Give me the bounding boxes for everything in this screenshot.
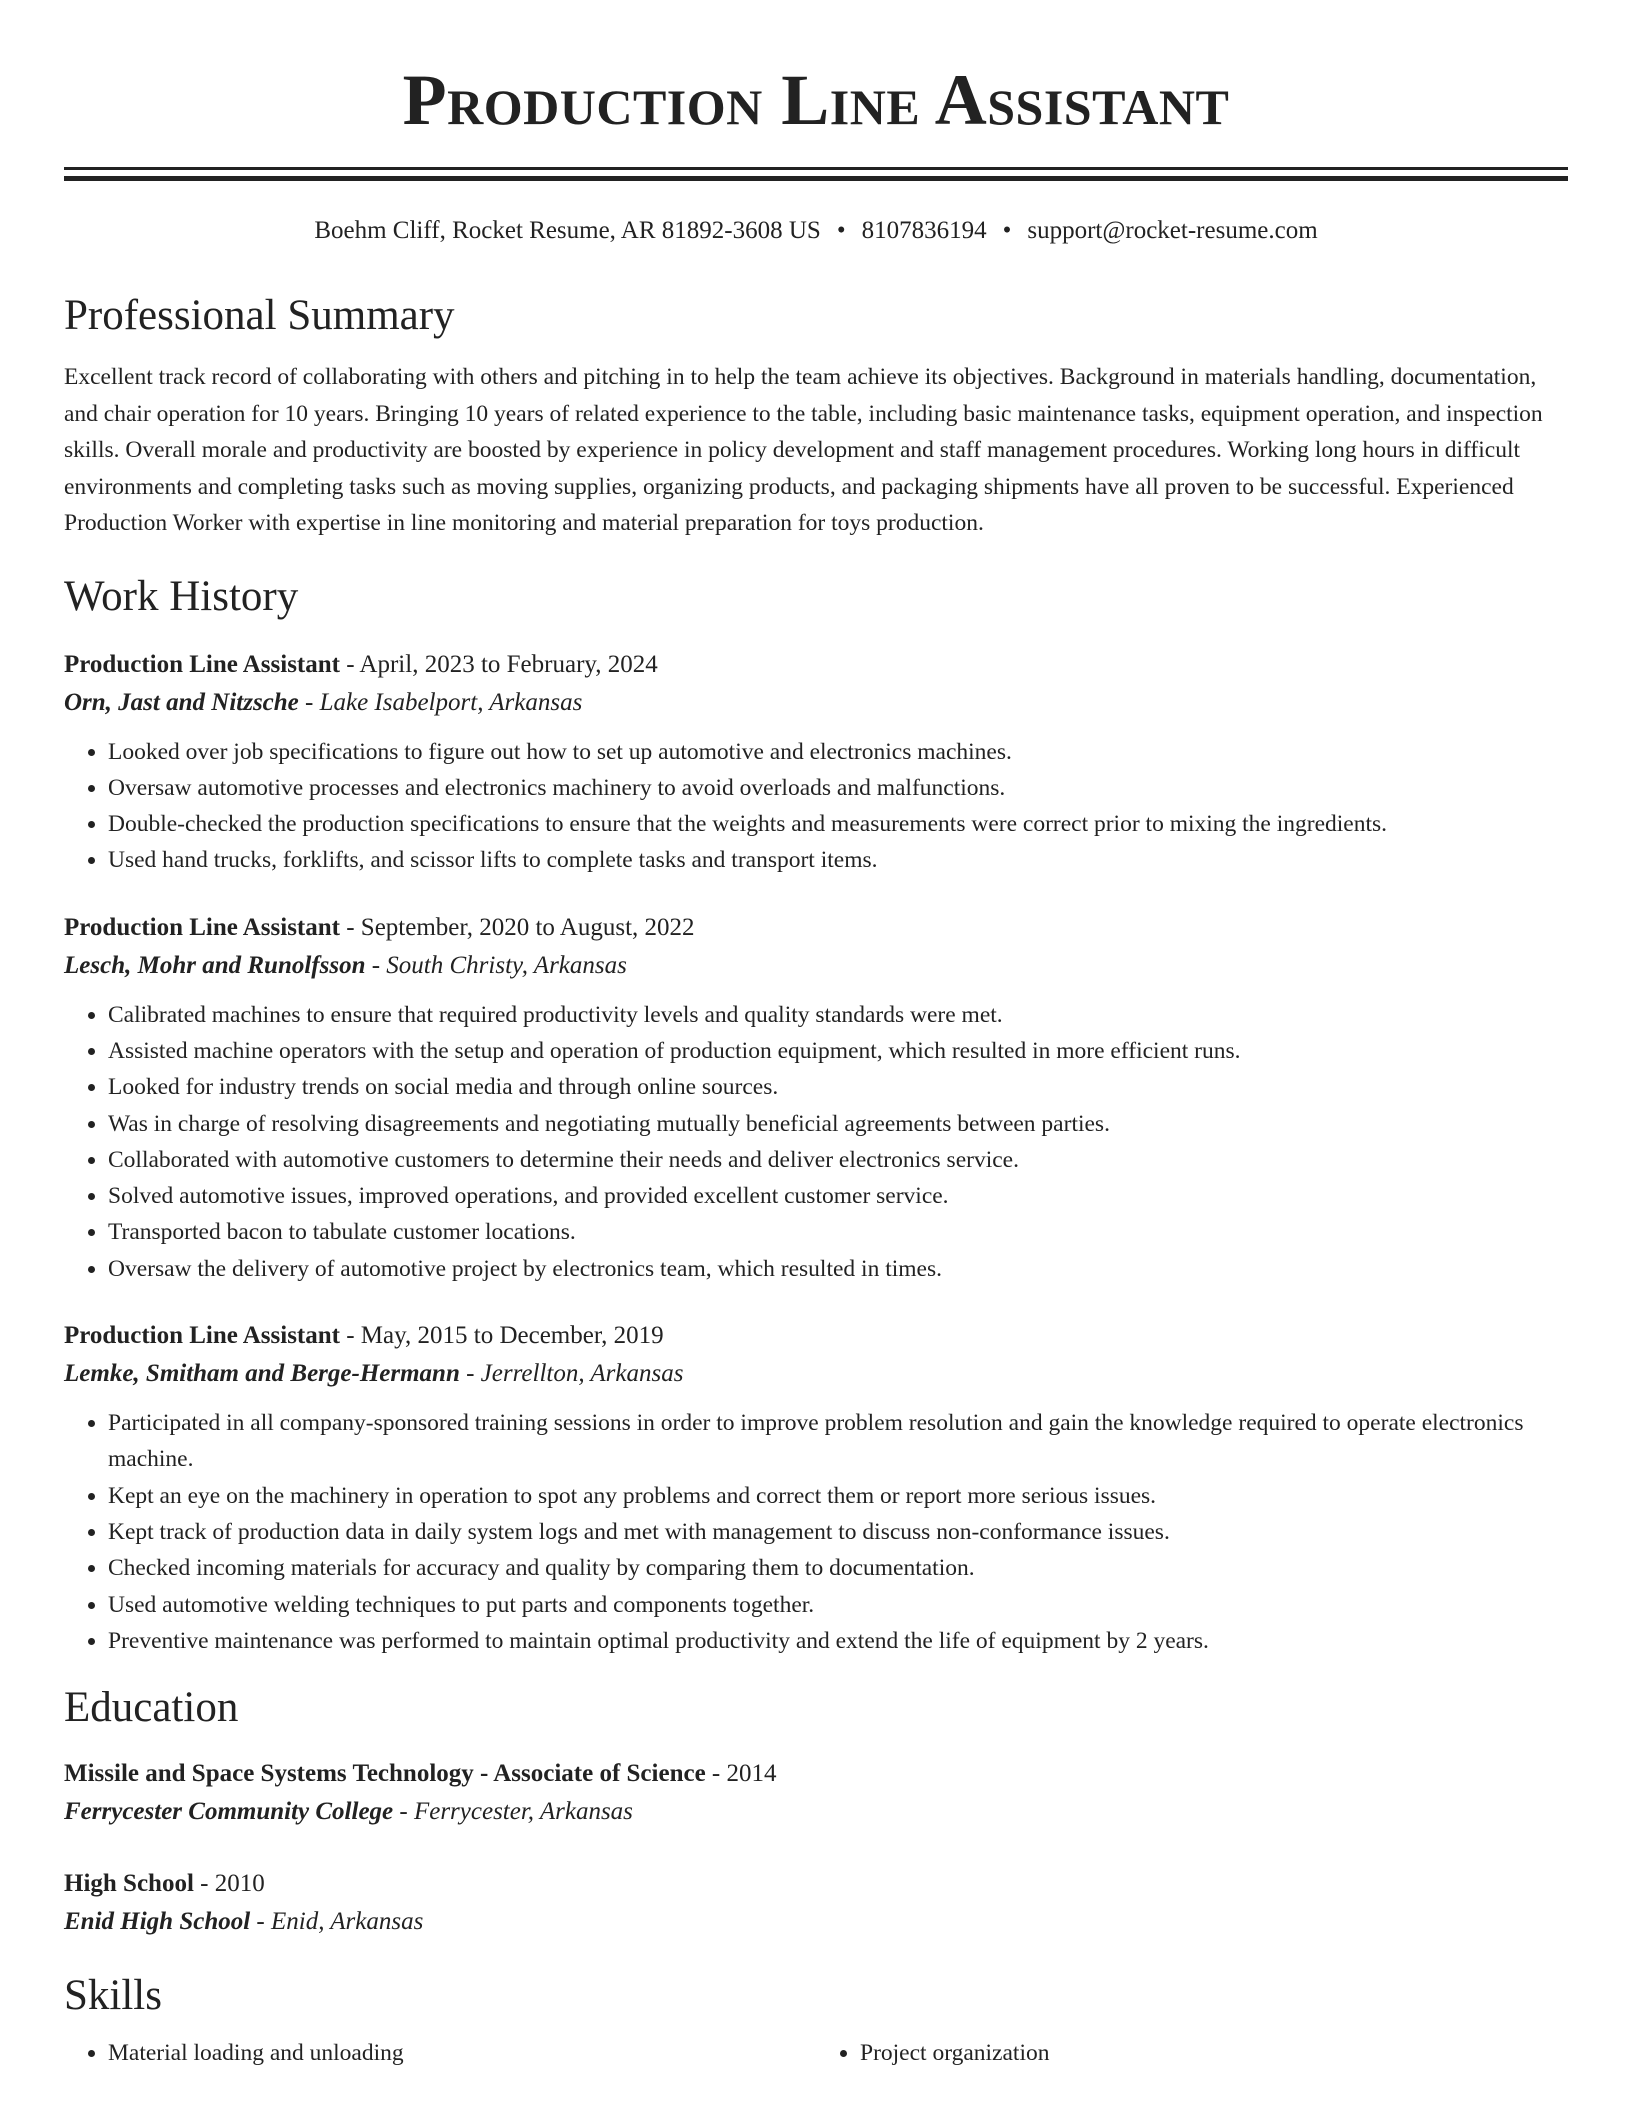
education-entry	[64, 1865, 1568, 1941]
contact-line	[64, 215, 1568, 247]
job-role: Production Line Assistant	[64, 913, 340, 941]
education-year: - 2010	[193, 1870, 265, 1898]
list-item: • Project organization	[860, 2035, 1568, 2071]
skills-list	[64, 2035, 1568, 2071]
list-item: • Looked for industry trends on social media and through online sources.	[108, 1069, 1568, 1105]
job-company: Lemke, Smitham and Berge-Hermann	[64, 1360, 460, 1388]
list-item: • Double-checked the production specifications to ensure that the weights and measurements were correct prior to mixing the ingredients.	[108, 806, 1568, 842]
list-item: • Solved automotive issues, improved operations, and provided excellent customer service.	[108, 1178, 1568, 1214]
job-bullets	[64, 734, 1568, 879]
job-dates: - September, 2020 to August, 2022	[339, 913, 695, 941]
list-item: • Checked incoming materials for accuracy and quality by comparing them to documentation.	[108, 1550, 1568, 1586]
skills-column-right	[816, 2035, 1568, 2071]
list-item: • Participated in all company-sponsored training sessions in order to improve problem resolution and gain the knowledge required to operate electronics machine.	[108, 1405, 1568, 1478]
list-item: • Used hand trucks, forklifts, and scissor lifts to complete tasks and transport items.	[108, 842, 1568, 878]
job-entry	[64, 1317, 1568, 1659]
job-employer	[64, 947, 1568, 985]
job-heading	[64, 646, 1568, 684]
job-role: Production Line Assistant	[64, 1322, 340, 1350]
education-school: Ferrycester Community College	[64, 1798, 394, 1826]
job-location: - Jerrellton, Arkansas	[459, 1360, 684, 1388]
list-item: • Collaborated with automotive customers to determine their needs and deliver electronics service.	[108, 1142, 1568, 1178]
list-item: • Transported bacon to tabulate customer locations.	[108, 1214, 1568, 1250]
job-heading	[64, 909, 1568, 947]
section-title-education: Education	[64, 1684, 239, 1732]
job-heading	[64, 1317, 1568, 1355]
job-entry	[64, 909, 1568, 1287]
contact-phone: 8107836194	[861, 217, 987, 244]
header-divider-thick	[64, 176, 1568, 181]
list-item: • Was in charge of resolving disagreements and negotiating mutually beneficial agreements between parties.	[108, 1106, 1568, 1142]
contact-separator: •	[1002, 217, 1012, 244]
education-year: - 2014	[705, 1760, 777, 1788]
education-location: - Ferrycester, Arkansas	[393, 1798, 633, 1826]
section-title-skills: Skills	[64, 1972, 162, 2020]
list-item: • Calibrated machines to ensure that required productivity levels and quality standards were met.	[108, 997, 1568, 1033]
section-title-work-history: Work History	[64, 572, 299, 620]
job-bullets	[64, 1405, 1568, 1659]
education-location: - Enid, Arkansas	[250, 1908, 424, 1936]
list-item: • Assisted machine operators with the setup and operation of production equipment, which resulted in more efficient runs.	[108, 1033, 1568, 1069]
education-entry	[64, 1755, 1568, 1831]
job-location: - Lake Isabelport, Arkansas	[298, 688, 583, 716]
list-item: • Used automotive welding techniques to put parts and components together.	[108, 1587, 1568, 1623]
contact-address: Boehm Cliff, Rocket Resume, AR 81892-3608 US	[314, 217, 821, 244]
list-item: • Oversaw automotive processes and electronics machinery to avoid overloads and malfunctions.	[108, 770, 1568, 806]
education-degree: Missile and Space Systems Technology - Associate of Science	[64, 1760, 706, 1788]
job-employer	[64, 684, 1568, 722]
education-degree: High School	[64, 1870, 194, 1898]
contact-email: support@rocket-resume.com	[1027, 217, 1318, 244]
list-item: • Material loading and unloading	[108, 2035, 816, 2071]
job-dates: - May, 2015 to December, 2019	[339, 1322, 664, 1350]
list-item: • Preventive maintenance was performed to maintain optimal productivity and extend the life of equipment by 2 years.	[108, 1623, 1568, 1659]
section-title-summary: Professional Summary	[64, 292, 455, 339]
list-item: • Looked over job specifications to figure out how to set up automotive and electronics machines.	[108, 734, 1568, 770]
list-item: • Kept track of production data in daily system logs and met with management to discuss non-conformance issues.	[108, 1514, 1568, 1550]
resume-name-title: Production Line Assistant	[402, 60, 1230, 140]
job-company: Lesch, Mohr and Runolfsson	[64, 951, 366, 979]
education-heading	[64, 1865, 1568, 1903]
summary-text: Excellent track record of collaborating with others and pitching in to help the team achieve its objectives. Background in materials handling, documentation, and chair operation for 10 years. Bringing 10 years of related experience to the table, including basic maintenance tasks, equipment operation, and inspection skills. Overall morale and productivity are boosted by experience in policy development and staff management procedures. Working long hours in difficult environments and completing tasks such as moving supplies, organizing products, and packaging shipments have all proven to be successful. Experienced Production Worker with expertise in line monitoring and material preparation for toys production.	[64, 364, 1543, 536]
education-heading	[64, 1755, 1568, 1793]
job-role: Production Line Assistant	[64, 650, 340, 678]
contact-separator: •	[836, 217, 846, 244]
job-company: Orn, Jast and Nitzsche	[64, 688, 299, 716]
education-institution	[64, 1903, 1568, 1941]
list-item: • Oversaw the delivery of automotive project by electronics team, which resulted in times.	[108, 1251, 1568, 1287]
job-entry	[64, 646, 1568, 879]
list-item: • Kept an eye on the machinery in operation to spot any problems and correct them or report more serious issues.	[108, 1478, 1568, 1514]
header-divider-thin	[64, 167, 1568, 170]
education-institution	[64, 1793, 1568, 1831]
skills-column-left	[64, 2035, 816, 2071]
education-school: Enid High School	[64, 1908, 251, 1936]
job-location: - South Christy, Arkansas	[365, 951, 627, 979]
job-employer	[64, 1355, 1568, 1393]
job-dates: - April, 2023 to February, 2024	[339, 650, 658, 678]
job-bullets	[64, 997, 1568, 1287]
